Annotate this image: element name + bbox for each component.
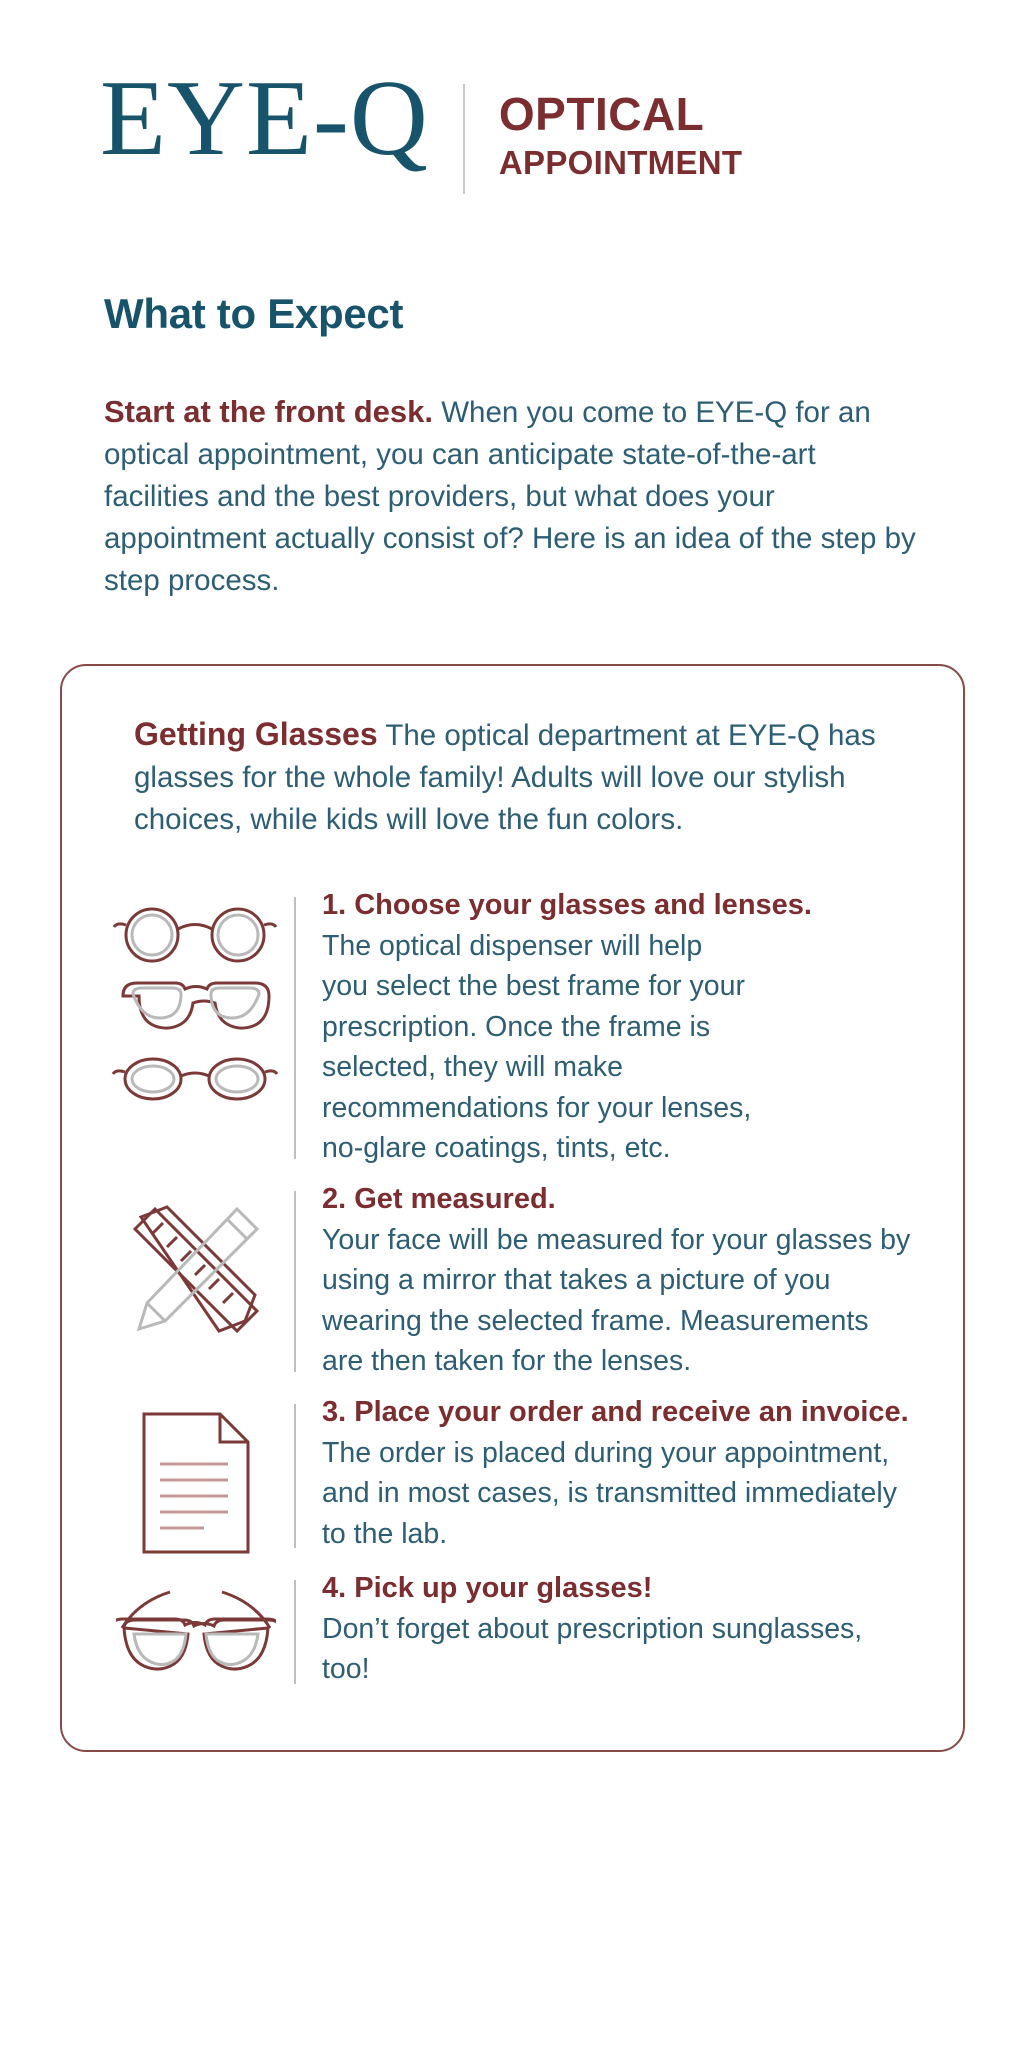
list-item bbox=[98, 1181, 923, 1394]
step-text: Don’t forget about prescription sunglasses, too! bbox=[322, 1612, 863, 1686]
step-divider bbox=[294, 1404, 296, 1548]
step-title: 2. Get measured. bbox=[322, 1182, 556, 1215]
step-divider bbox=[294, 1580, 296, 1684]
card-heading-title: Getting Glasses bbox=[134, 715, 378, 752]
invoice-document-icon bbox=[98, 1394, 294, 1558]
step-title: 4. Pick up your glasses! bbox=[322, 1571, 653, 1604]
eyeglasses-stack-icon bbox=[98, 887, 294, 1169]
step-title: 3. Place your order and receive an invoice. bbox=[322, 1395, 909, 1428]
step-body bbox=[322, 1394, 923, 1558]
step-body bbox=[322, 1570, 923, 1694]
list-item bbox=[98, 1570, 923, 1706]
step-divider bbox=[294, 1191, 296, 1372]
list-item bbox=[98, 887, 923, 1181]
step-body bbox=[322, 887, 923, 1169]
logo-optical-label: OPTICAL bbox=[498, 88, 705, 140]
brand-header bbox=[0, 0, 1021, 212]
card-heading bbox=[98, 712, 923, 841]
logo-wordmark: EYE-Q bbox=[100, 59, 429, 178]
page-title: What to Expect bbox=[104, 290, 404, 337]
logo-appointment-label: APPOINTMENT bbox=[498, 144, 743, 182]
card-heading-text: The optical department at EYE-Q has glasses for the whole family! Adults will love our stylish choices, while kids will love the fun colors. bbox=[134, 718, 876, 836]
intro-paragraph bbox=[0, 338, 1021, 602]
steps-list bbox=[98, 887, 923, 1706]
step-divider bbox=[294, 897, 296, 1159]
step-text: The optical dispenser will help you select the best frame for your prescription. Once the frame is selected, they will make recommendations for your lenses, no-glare coatings, tints, etc. bbox=[322, 929, 752, 1165]
getting-glasses-card bbox=[60, 664, 965, 1752]
intro-body: When you come to EYE-Q for an optical appointment, you can anticipate state-of-the-art facilities and the best providers, but what does your appointment actually consist of? Here is an idea of the step by step process. bbox=[104, 396, 916, 597]
list-item bbox=[98, 1394, 923, 1570]
step-text: Your face will be measured for your glasses by using a mirror that takes a picture of you wearing the selected frame. Measurements are then taken for the lenses. bbox=[322, 1223, 911, 1378]
ruler-and-pencil-icon bbox=[98, 1181, 294, 1382]
step-text: The order is placed during your appointment, and in most cases, is transmitted immediately to the lab. bbox=[322, 1436, 897, 1550]
sunglasses-icon bbox=[98, 1570, 294, 1694]
logo-divider bbox=[463, 84, 465, 194]
intro-lead: Start at the front desk. bbox=[104, 394, 433, 429]
step-body bbox=[322, 1181, 923, 1382]
logo-subtitle-group bbox=[499, 74, 742, 182]
step-title: 1. Choose your glasses and lenses. bbox=[322, 888, 812, 921]
